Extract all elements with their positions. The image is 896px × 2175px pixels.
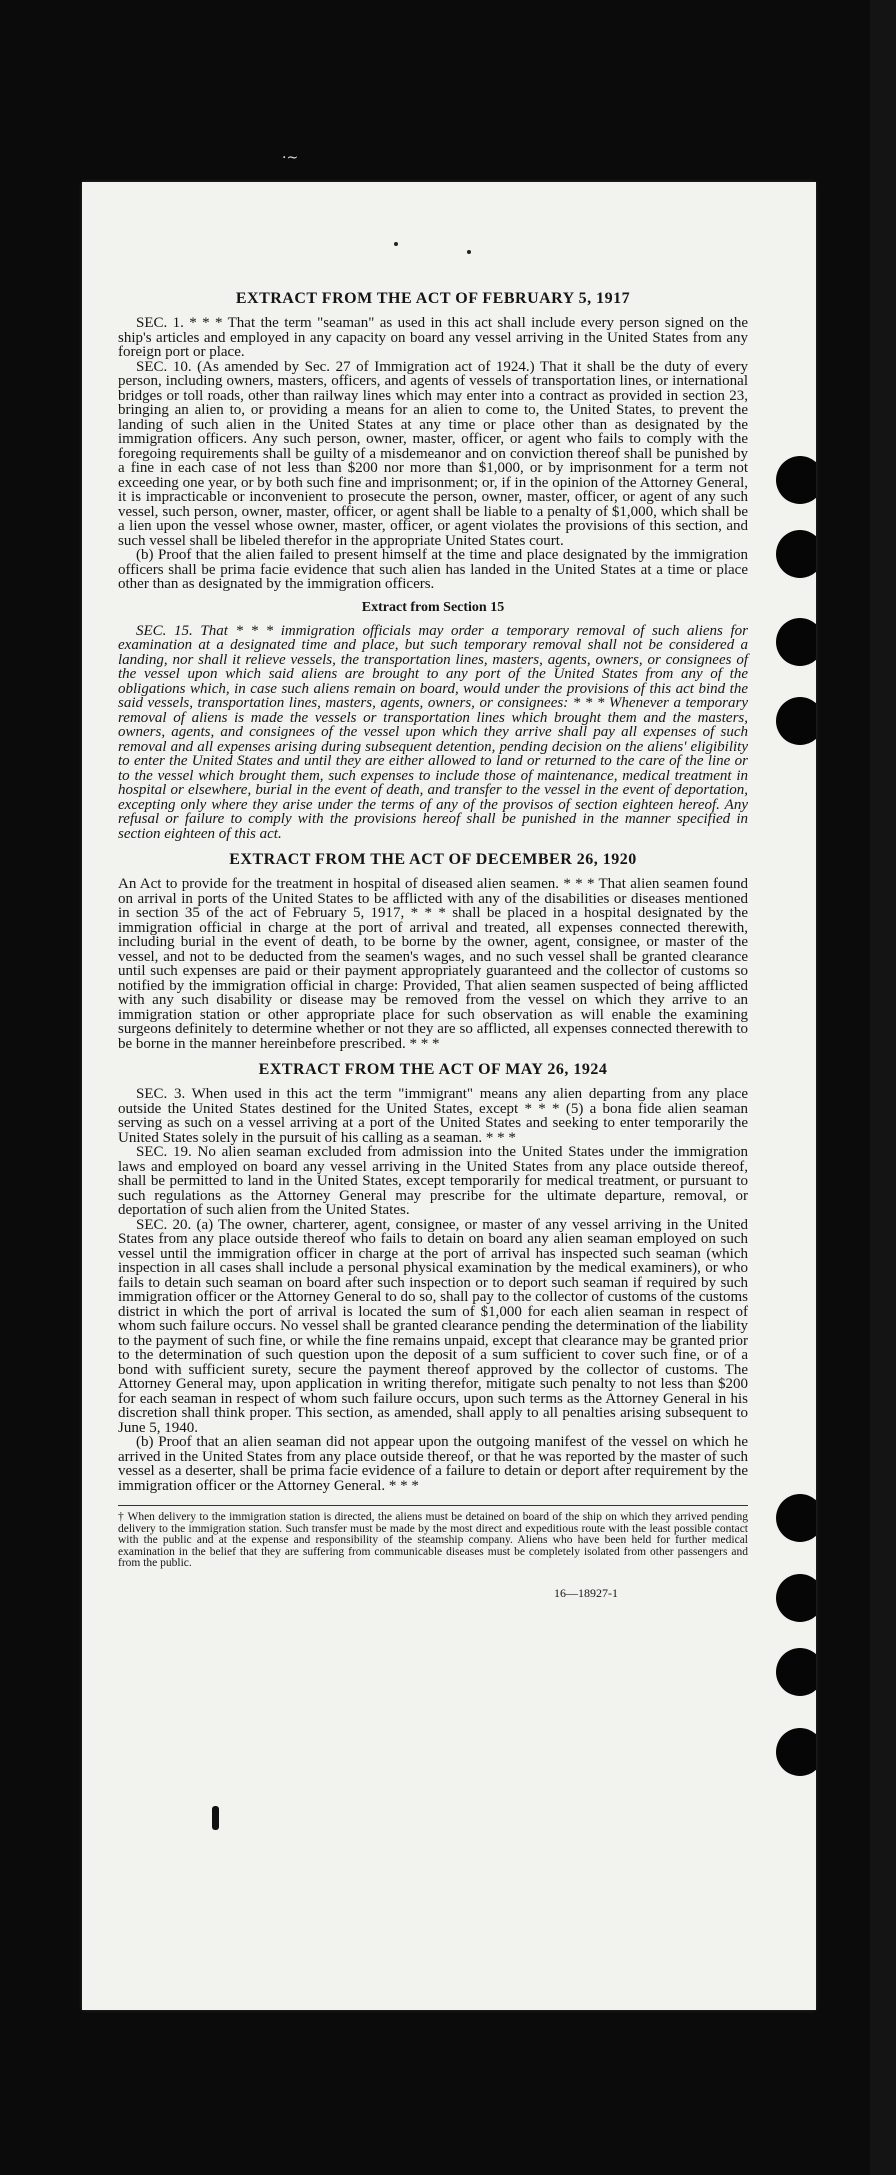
section-title-sec-15: Extract from Section 15 [361, 599, 505, 615]
punch-hole [776, 618, 816, 666]
paragraph-act-1920: An Act to provide for the treatment in hospital of diseased alien seamen. * * * That alien seamen found on arrival in ports of the United States to be afflicted with any of the disabilities or diseases mentioned in section 35 of the act of February 5, 1917, * * * shall be placed in a hospital designated by the immigration official in charge at the port of arrival and treated, all expenses connected therewith, including burial in the event of death, to be borne by the owner, agent, consignee, or master of the vessel, and not to be deducted from the seamen's wages, and no such vessel shall be granted clearance until such expenses are paid or their payment appropriately guaranteed and the collector of customs so notified by the immigration official in charge: Provided, That alien seamen suspected of being afflicted with any such disability or disease may be removed from the vessel on which they arrive to an immigration station or other appropriate place for such observation as will enable the examining surgeons definitely to determine whether or not they are so afflicted, all expenses connected therewith to be borne in the manner hereinbefore prescribed. * * * [118, 876, 748, 1052]
section-title-1924: EXTRACT FROM THE ACT OF MAY 26, 1924 [258, 1061, 608, 1078]
paper-dot [467, 250, 471, 254]
section-title-1920: EXTRACT FROM THE ACT OF DECEMBER 26, 1920 [229, 851, 637, 868]
punch-hole [776, 1728, 816, 1776]
footnote: † When delivery to the immigration station is directed, the aliens must be detained on board of the ship on which they arrived pending delivery to the immigration station. Such transfer must be made by the most direct and expeditious route with the least possible contact with the public and at the expense and responsibility of the steamship company. Aliens who have been held for further medical examination in the belief that they are suffering from communicable diseases must be completely isolated from other passengers and from the public. [118, 1505, 748, 1570]
ink-mark [212, 1806, 219, 1830]
document-number: 16—18927-1 [554, 1585, 618, 1600]
punch-hole [776, 1648, 816, 1696]
paragraph-sec-19: SEC. 19. No alien seaman excluded from admission into the United States under the immigration laws and employed on board any vessel arriving in the United States from any place outside thereof, shall be permitted to land in the United States, except temporarily for medical treatment, or pursuant to such regulations as the Attorney General may prescribe for the ultimate departure, removal, or deportation of such alien from the United States. [118, 1144, 748, 1218]
document-page [82, 182, 816, 2010]
scan-speck: ·~ [282, 150, 299, 166]
paper-dot [394, 242, 398, 246]
paragraph-sec-20: SEC. 20. (a) The owner, charterer, agent, consignee, or master of any vessel arriving in the United States from any place outside thereof who fails to detain on board any alien seaman employed on such vessel until the immigration officer in charge at the port of arrival has inspected such seaman (which inspection in all cases shall include a personal physical examination by the medical examiners), or who fails to detain such seaman on board after such inspection or to deport such seaman if required by such immigration officer or the Attorney General to do so, shall pay to the collector of customs of the customs district in which the port of arrival is located the sum of $1,000 for each alien seaman in respect of whom such failure occurs. No vessel shall be granted clearance pending the determination of the liability to the payment of such fine, or while the fine remains unpaid, except that clearance may be granted prior to the determination of such question upon the deposit of a sum sufficient to cover such fine, or of a bond with sufficient surety, secure the payment thereof approved by the collector of customs. The Attorney General may, upon application in writing therefor, mitigate such penalty to not less than $200 for each seaman in respect of whom such failure occurs, upon such terms as the Attorney General in his discretion shall think proper. This section, as amended, shall apply to all penalties arising subsequent to June 5, 1940. [118, 1216, 748, 1436]
punch-hole [776, 1574, 816, 1622]
paragraph-sec-1: SEC. 1. * * * That the term "seaman" as used in this act shall include every person signed on the ship's articles and employed in any capacity on board any vessel arriving in the United States from any foreign port or place. [118, 315, 748, 360]
punch-hole [776, 697, 816, 745]
paragraph-sec-3: SEC. 3. When used in this act the term "immigrant" means any alien departing from any place outside the United States destined for the United States, except * * * (5) a bona fide alien seaman serving as such on a vessel arriving at a port of the United States and seeking to enter temporarily the United States solely in the pursuit of his calling as a seaman. * * * [118, 1086, 748, 1146]
paragraph-sec-10: SEC. 10. (As amended by Sec. 27 of Immigration act of 1924.) That it shall be the duty of every person, including owners, masters, officers, and agents of vessels of transportation lines, or international bridges or toll roads, other than railway lines which may enter into a contract as provided in section 23, bringing an alien to, or providing a means for an alien to come to, the United States, to prevent the landing of such alien in the United States at any time or place other than as designated by the immigration officers. Any such person, owner, master, officer, or agent who fails to comply with the foregoing requirements shall be guilty of a misdemeanor and on conviction thereof shall be punished by a fine in each case of not less than $200 nor more than $1,000, or by imprisonment for a term not exceeding one year, or by both such fine and imprisonment; or, if in the opinion of the Attorney General, it is impracticable or inconvenient to prosecute the person, owner, master, officer, or agent of any such vessel, such person, owner, master, officer, or agent shall be liable to a penalty of $1,000, which shall be a lien upon the vessel whose owner, master, officer, or agent violates the provisions of this section, and such vessel shall be libeled therefor in the appropriate United States court. [118, 358, 748, 549]
scan-border [870, 0, 896, 2175]
punch-hole [776, 1494, 816, 1542]
document-body [118, 290, 748, 1601]
punch-hole [776, 456, 816, 504]
punch-hole [776, 530, 816, 578]
paragraph-sec-15: SEC. 15. That * * * immigration officials may order a temporary removal of such aliens for examination at a designated time and place, but such temporary removal shall not be considered a landing, nor shall it relieve vessels, the transportation lines, masters, agents, owners, or consignees of the vessel upon which said aliens are brought to any port of the United States from any of the obligations which, in case such aliens remain on board, would under the provisions of this act bind the said vessels, transportation lines, masters, agents, owners, or consignees: * * * Whenever a temporary removal of aliens is made the vessels or transportation lines which brought them and the masters, owners, agents, and consignees of the vessel upon which they arrive shall pay all expenses of such removal and all expenses arising during subsequent detention, pending decision on the aliens' eligibility to enter the United States and until they are either allowed to land or returned to the care of the line or to the vessel which brought them, such expenses to include those of maintenance, medical treatment in hospital or elsewhere, burial in the event of death, and transfer to the vessel in the event of deportation, excepting only where they arise under the terms of any of the provisos of section eighteen hereof. Any refusal or failure to comply with the provisions hereof shall be punished in the manner specified in section eighteen of this act. [118, 622, 748, 842]
section-title-1917: EXTRACT FROM THE ACT OF FEBRUARY 5, 1917 [235, 290, 631, 307]
paragraph-sec-20-b: (b) Proof that an alien seaman did not appear upon the outgoing manifest of the vessel on which he arrived in the United States from any place outside thereof, or that he was reported by the master of such vessel as a deserter, shall be prima facie evidence of a failure to detain or deport after requirement by the immigration officer or the Attorney General. * * * [118, 1434, 748, 1494]
paragraph-sec-10-b: (b) Proof that the alien failed to present himself at the time and place designated by the immigration officers shall be prima facie evidence that such alien has landed in the United States at a time or place other than as designated by the immigration officers. [118, 547, 748, 592]
